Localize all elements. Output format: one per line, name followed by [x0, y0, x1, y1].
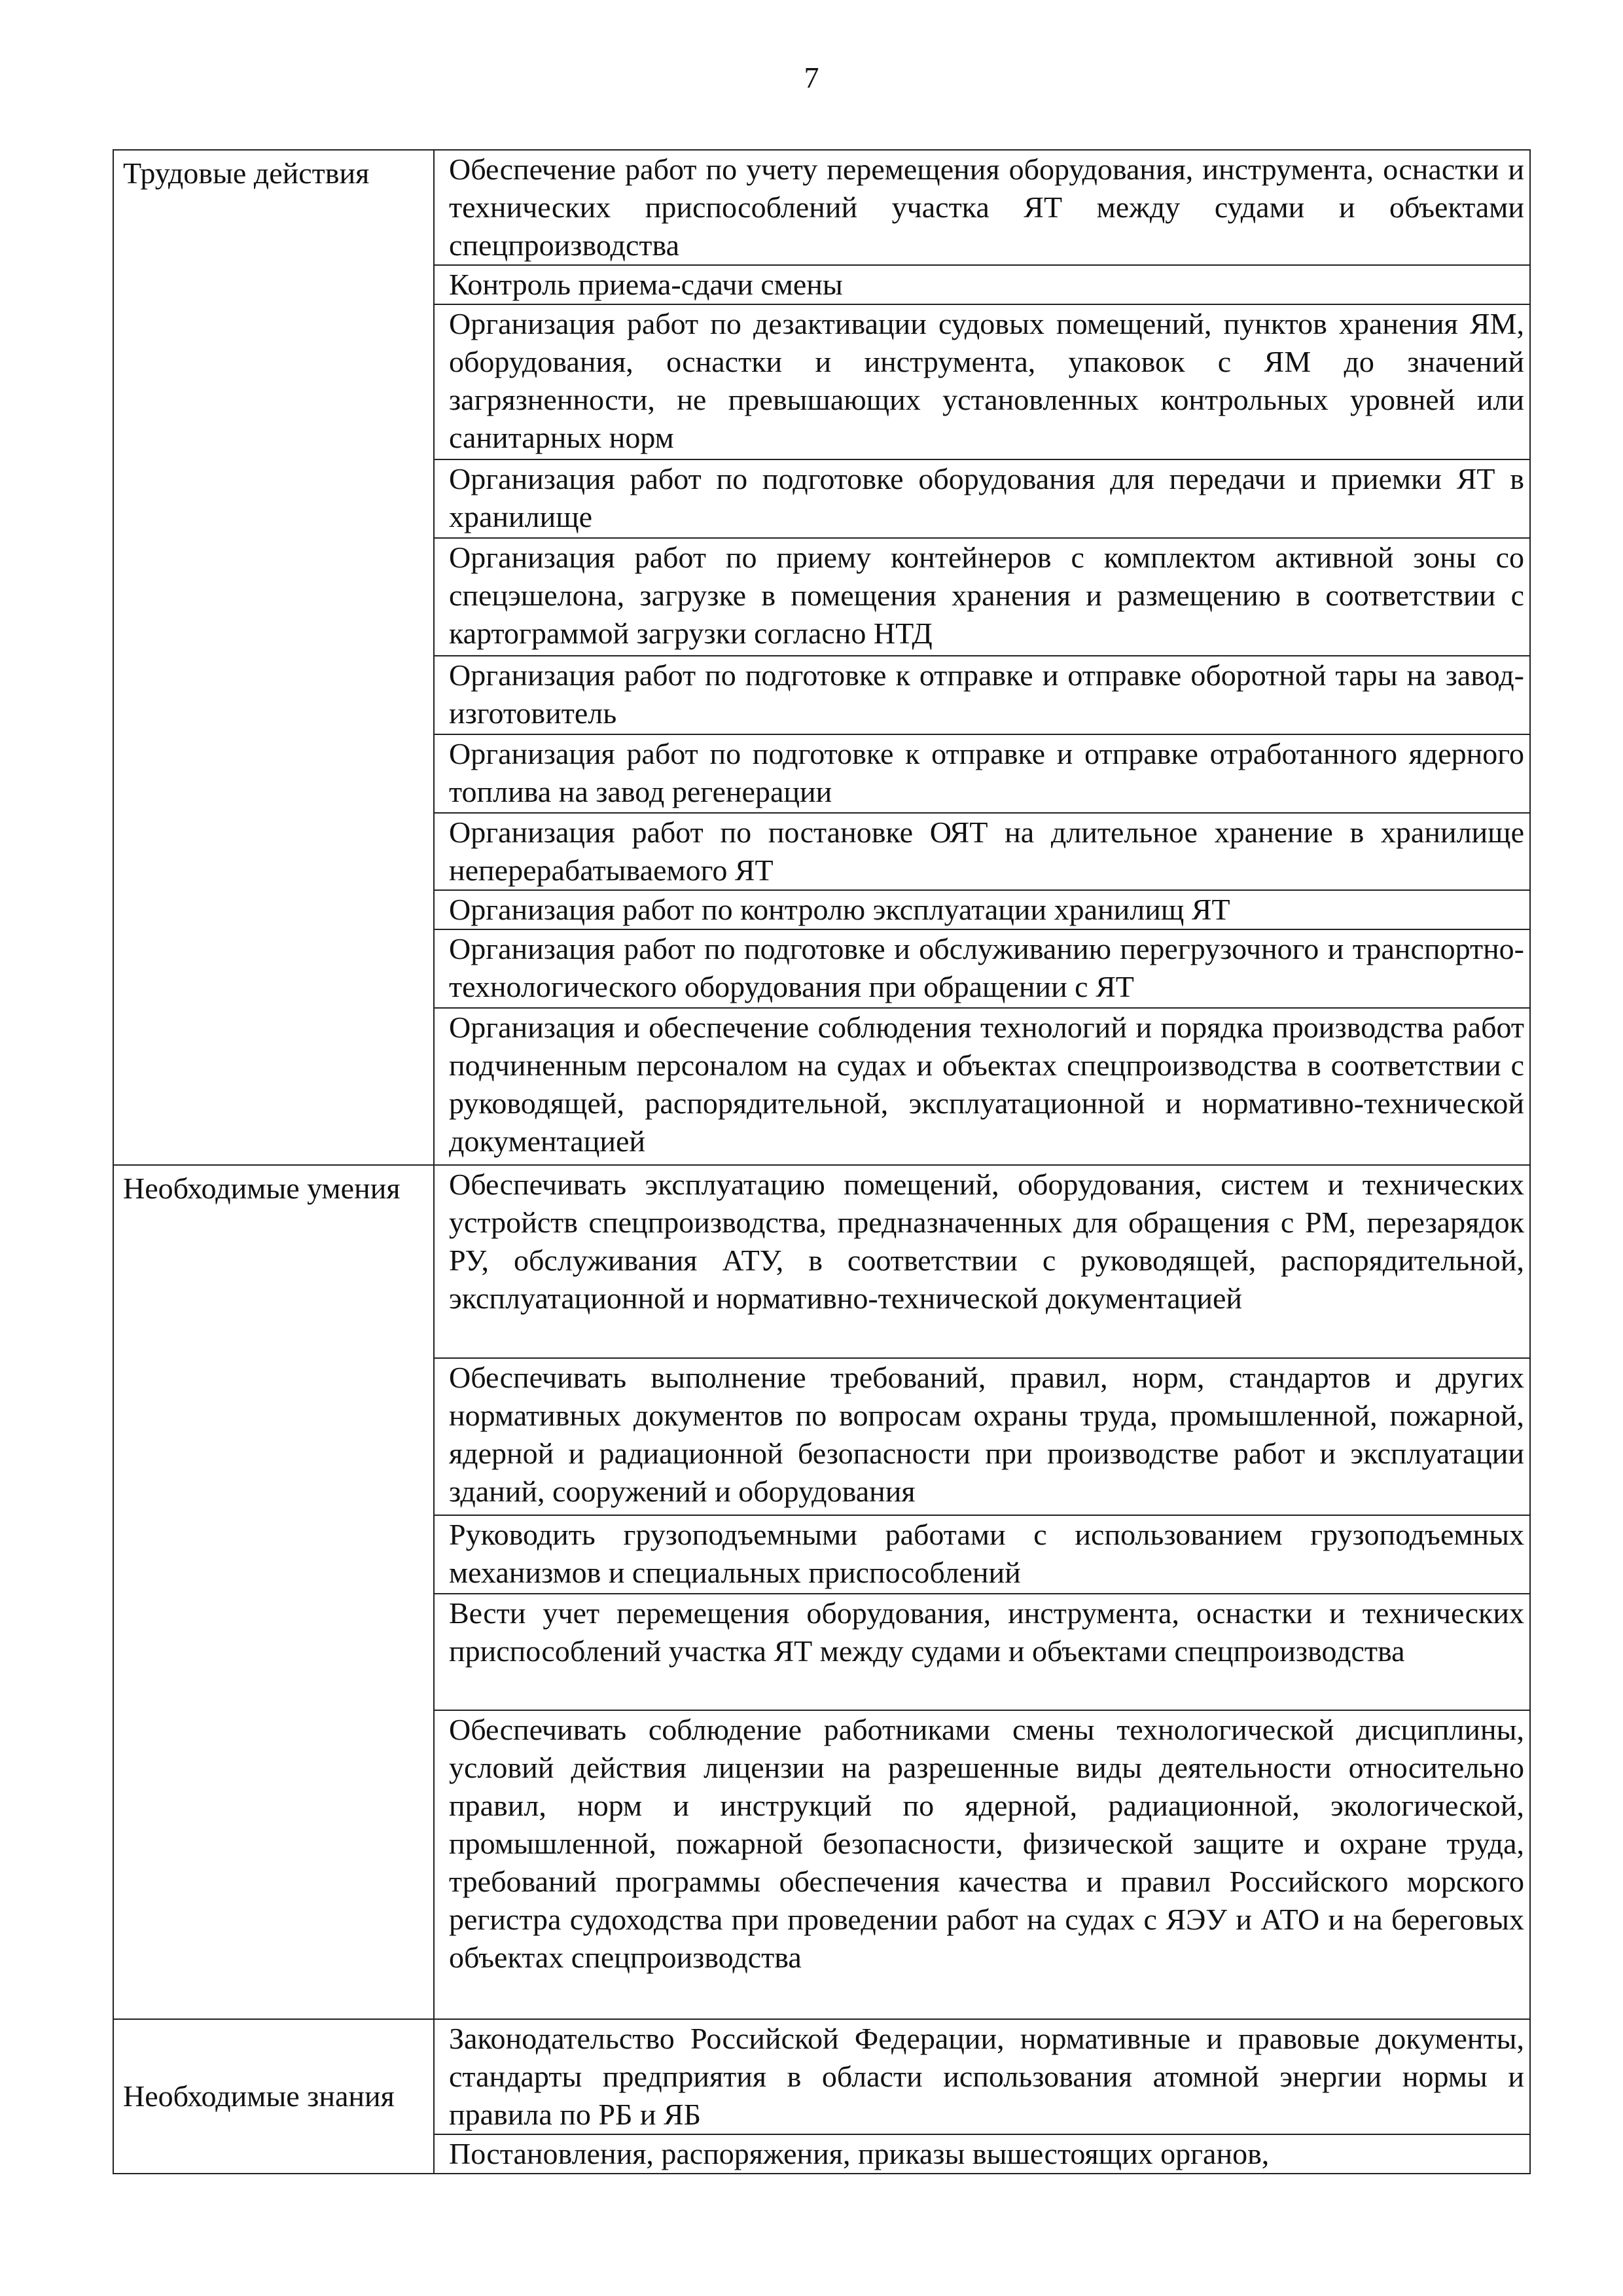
qualification-table [113, 149, 1531, 2174]
table-cell: Вести учет перемещения оборудования, инструмента, оснастки и технических приспособлений участка ЯТ между судами и объектами спецпроизводства [434, 1594, 1530, 1710]
table-cell: Организация работ по дезактивации судовых помещений, пунктов хранения ЯМ, оборудования, оснастки и инструмента, упаковок с ЯМ до значений загрязненности, не превышающих установленных контрольных уровней или санитарных норм [434, 304, 1530, 459]
table-row [113, 150, 1530, 265]
table-cell: Организация работ по постановке ОЯТ на длительное хранение в хранилище неперерабатываемого ЯТ [434, 813, 1530, 890]
table-cell: Организация работ по приему контейнеров с комплектом активной зоны со спецэшелона, загрузке в помещения хранения и размещению в соответствии с картограммой загрузки согласно НТД [434, 538, 1530, 656]
table-cell: Руководить грузоподъемными работами с использованием грузоподъемных механизмов и специальных приспособлений [434, 1515, 1530, 1594]
table-row [113, 2019, 1530, 2134]
table-cell: Организация работ по контролю эксплуатации хранилищ ЯТ [434, 890, 1530, 929]
page-number: 7 [804, 61, 819, 94]
table-cell: Законодательство Российской Федерации, нормативные и правовые документы, стандарты предприятия в области использования атомной энергии нормы и правила по РБ и ЯБ [434, 2019, 1530, 2134]
table-cell: Обеспечивать выполнение требований, правил, норм, стандартов и других нормативных документов по вопросам охраны труда, промышленной, пожарной, ядерной и радиационной безопасности при производстве работ и эксплуатации зданий, сооружений и оборудования [434, 1358, 1530, 1515]
table-cell: Постановления, распоряжения, приказы вышестоящих органов, [434, 2134, 1530, 2174]
table-cell: Организация работ по подготовке к отправке и отправке оборотной тары на завод-изготовитель [434, 656, 1530, 734]
table-cell: Организация работ по подготовке к отправке и отправке отработанного ядерного топлива на завод регенерации [434, 734, 1530, 813]
table-cell: Организация и обеспечение соблюдения технологий и порядка производства работ подчиненным персоналом на судах и объектах спецпроизводства в соответствии с руководящей, распорядительной, эксплуатационной и нормативно-технической документацией [434, 1008, 1530, 1165]
table-cell: Обеспечивать соблюдение работниками смены технологической дисциплины, условий действия лицензии на разрешенные виды деятельности относительно правил, норм и инструкций по ядерной, радиационной, экологической, промышленной, пожарной безопасности, физической защите и охране труда, требований программы обеспечения качества и правил Российского морского регистра судоходства при проведении работ на судах с ЯЭУ и АТО и на береговых объектах спецпроизводства [434, 1710, 1530, 2019]
section-title-required-skills: Необходимые умения [113, 1165, 434, 2019]
table-cell: Организация работ по подготовке оборудования для передачи и приемки ЯТ в хранилище [434, 459, 1530, 538]
section-title-labor-actions: Трудовые действия [113, 150, 434, 1165]
table-cell: Обеспечивать эксплуатацию помещений, оборудования, систем и технических устройств спецпроизводства, предназначенных для обращения с РМ, перезарядок РУ, обслуживания АТУ, в соответствии с руководящей, распорядительной, эксплуатационной и нормативно-технической документацией [434, 1165, 1530, 1358]
table-cell: Обеспечение работ по учету перемещения оборудования, инструмента, оснастки и технических приспособлений участка ЯТ между судами и объектами спецпроизводства [434, 150, 1530, 265]
table-cell: Контроль приема-сдачи смены [434, 265, 1530, 304]
table-row [113, 1165, 1530, 1358]
table-cell: Организация работ по подготовке и обслуживанию перегрузочного и транспортно-технологического оборудования при обращении с ЯТ [434, 929, 1530, 1008]
section-title-required-knowledge: Необходимые знания [113, 2019, 434, 2174]
